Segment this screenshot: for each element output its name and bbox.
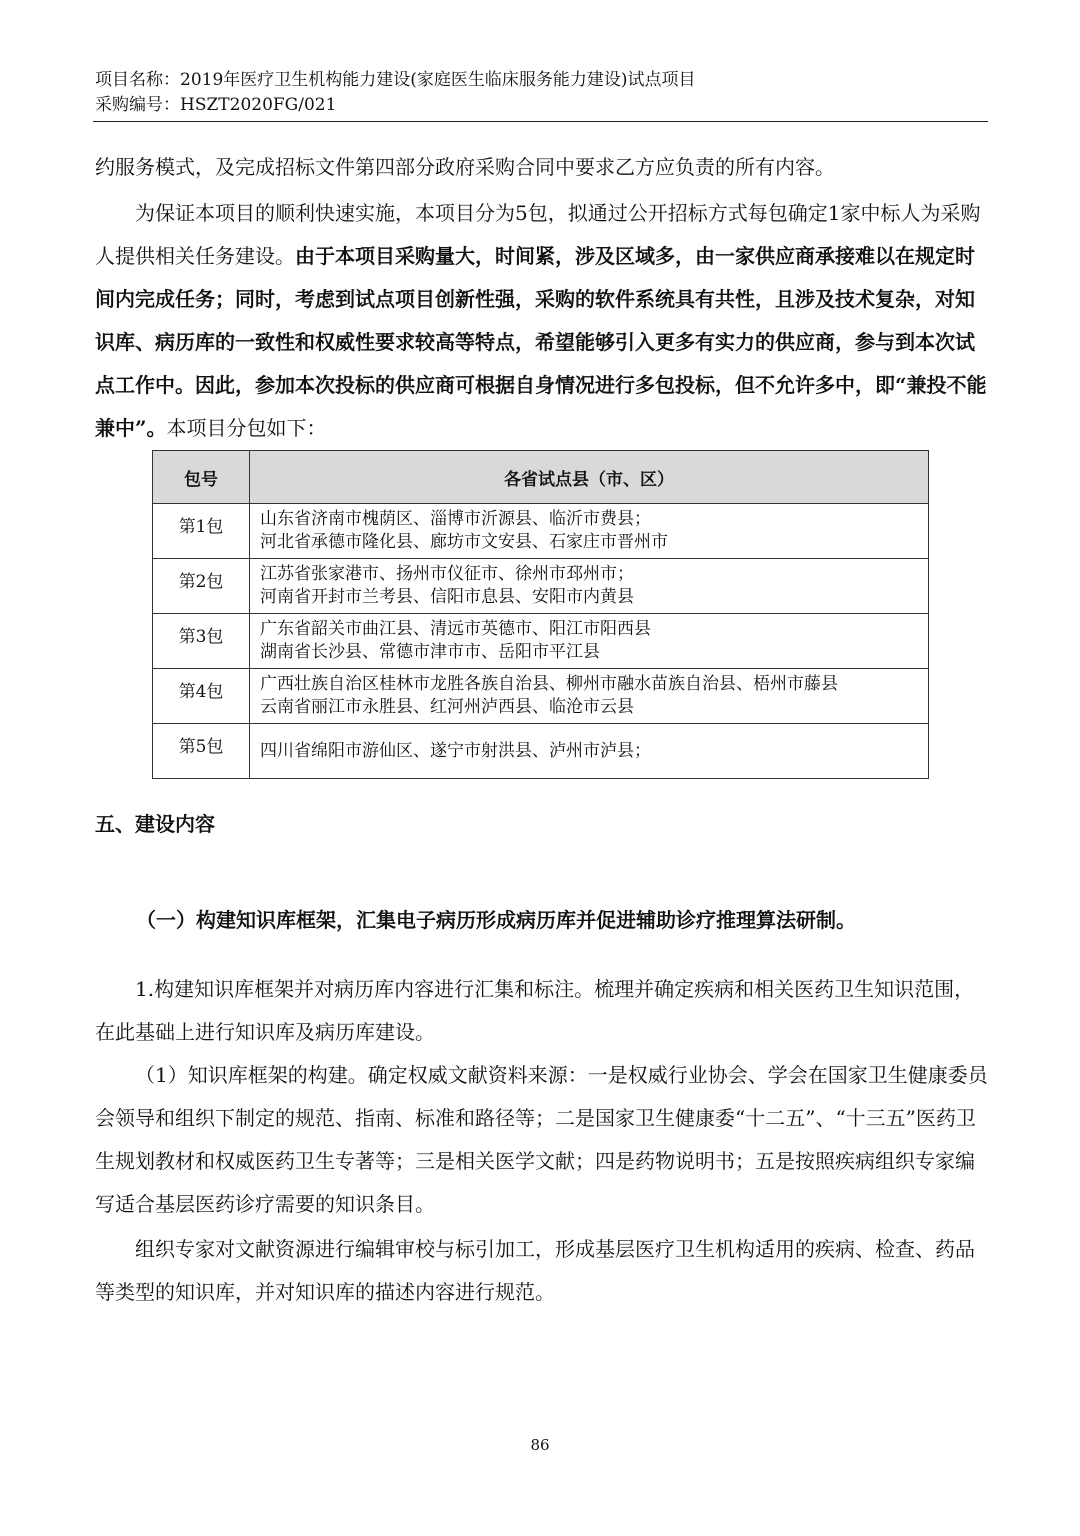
table-row	[153, 669, 929, 724]
paragraph-item-1: 1.构建知识库框架并对病历库内容进行汇集和标注。梳理并确定疾病和相关医药卫生知识范围，在此基础上进行知识库及病历库建设。	[95, 977, 975, 1044]
package-no: 第3包	[153, 614, 250, 669]
procurement-number: 采购编号：HSZT2020FG/021	[95, 95, 337, 115]
package-areas	[250, 504, 929, 559]
area-line: 山东省济南市槐荫区、淄博市沂源县、临沂市费县；	[260, 509, 651, 529]
project-name: 项目名称：2019年医疗卫生机构能力建设(家庭医生临床服务能力建设)试点项目	[95, 70, 696, 90]
page-header	[95, 68, 990, 118]
package-table	[152, 450, 929, 779]
package-no: 第2包	[153, 559, 250, 614]
paragraph-item-1-1: （1）知识库框架的构建。确定权威文献资料来源：一是权威行业协会、学会在国家卫生健康委员会领导和组织下制定的规范、指南、标准和路径等；二是国家卫生健康委“十二五”、“十三五”医药卫生规划教材和权威医药卫生专著等；三是相关医学文献；四是药物说明书；五是按照疾病组织专家编写适合基层医药诊疗需要的知识条目。	[95, 1063, 988, 1216]
area-line: 河北省承德市隆化县、廊坊市文安县、石家庄市晋州市	[260, 532, 668, 552]
area-line: 河南省开封市兰考县、信阳市息县、安阳市内黄县	[260, 587, 634, 607]
area-line: 云南省丽江市永胜县、红河州泸西县、临沧市云县	[260, 697, 634, 717]
header-divider	[93, 121, 988, 122]
paragraph-packages-intro	[95, 192, 988, 450]
paragraph-normal-text: 为保证本项目的顺利快速实施，本项目分为5包，拟通过公开招标方式每包确定1家中标人为采购人提供相关任务建设。	[95, 201, 981, 268]
section-heading: 五、建设内容	[95, 812, 215, 836]
package-areas	[250, 614, 929, 669]
page-number: 86	[530, 1436, 550, 1454]
area-line: 湖南省长沙县、常德市津市市、岳阳市平江县	[260, 642, 600, 662]
area-line: 江苏省张家港市、扬州市仪征市、徐州市邳州市；	[260, 564, 634, 584]
table-row	[153, 504, 929, 559]
package-no: 第5包	[153, 724, 250, 779]
paragraph-tail-text: 本项目分包如下：	[166, 416, 327, 440]
table-row	[153, 614, 929, 669]
paragraph-continuation: 约服务模式，及完成招标文件第四部分政府采购合同中要求乙方应负责的所有内容。	[95, 155, 835, 179]
header-pilot-counties: 各省试点县（市、区）	[250, 451, 929, 504]
package-areas	[250, 559, 929, 614]
package-no: 第1包	[153, 504, 250, 559]
subsection-heading: （一）构建知识库框架，汇集电子病历形成病历库并促进辅助诊疗推理算法研制。	[136, 908, 856, 932]
table-row	[153, 724, 929, 779]
package-areas	[250, 724, 929, 779]
paragraph-bold-text: 由于本项目采购量大，时间紧，涉及区域多，由一家供应商承接难以在规定时间内完成任务；同时，考虑到试点项目创新性强，采购的软件系统具有共性，且涉及技术复杂，对知识库、病历库的一致性和权威性要求较高等特点，希望能够引入更多有实力的供应商，参与到本次试点工作中。因此，参加本次投标的供应商可根据自身情况进行多包投标，但不允许多中，即“兼投不能兼中”。	[95, 244, 987, 440]
area-line: 广西壮族自治区桂林市龙胜各族自治县、柳州市融水苗族自治县、梧州市藤县	[260, 674, 838, 694]
area-line: 广东省韶关市曲江县、清远市英德市、阳江市阳西县	[260, 619, 651, 639]
table-row	[153, 559, 929, 614]
header-package-no: 包号	[153, 451, 250, 504]
package-areas	[250, 669, 929, 724]
paragraph-item-1-2: 组织专家对文献资源进行编辑审校与标引加工，形成基层医疗卫生机构适用的疾病、检查、药品等类型的知识库，并对知识库的描述内容进行规范。	[95, 1237, 975, 1304]
area-line: 四川省绵阳市游仙区、遂宁市射洪县、泸州市泸县；	[260, 740, 651, 761]
package-no: 第4包	[153, 669, 250, 724]
table-header-row	[153, 451, 929, 504]
